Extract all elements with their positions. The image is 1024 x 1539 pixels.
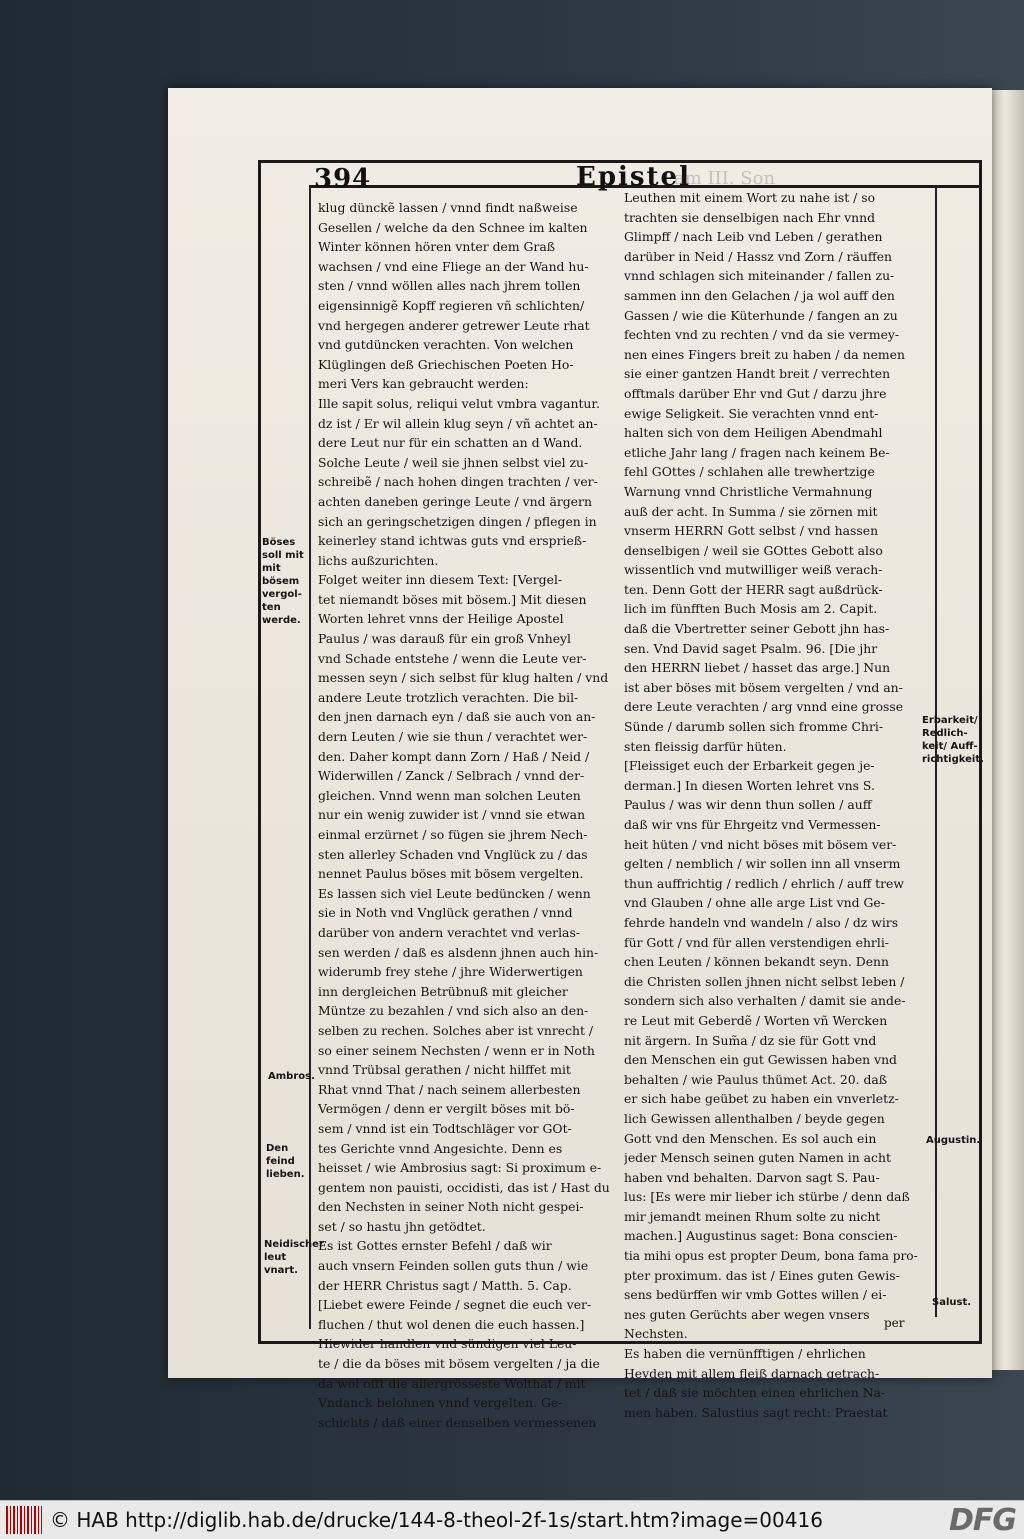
text-line: tet / daß sie möchten einen ehrlichen Na- xyxy=(624,1385,886,1401)
text-line: Es haben die vernünfftigen / ehrlichen xyxy=(624,1346,866,1362)
next-page-edge xyxy=(990,90,1024,1370)
margin-note-boeses: Böses soll mit mit bösem vergol-ten werde. xyxy=(262,537,304,626)
text-line: nennet Paulus böses mit bösem vergelten. xyxy=(318,866,584,882)
text-line: thun auffrichtig / redlich / ehrlich / auff trew xyxy=(624,875,904,891)
text-line: Ille sapit solus, reliqui velut vmbra vagantur. xyxy=(318,395,600,411)
text-line: Nechsten. xyxy=(624,1326,688,1342)
text-line: Worten lehret vnns der Heilige Apostel xyxy=(318,611,564,627)
text-line: sem / vnnd ist ein Todtschläger vor GOt- xyxy=(318,1120,572,1136)
text-line: behalten / wie Paulus thümet Act. 20. daß xyxy=(624,1071,888,1087)
text-line: andere Leute trotzlich verachten. Die bil- xyxy=(318,689,579,705)
text-line: sten fleissig darfür hüten. xyxy=(624,738,787,754)
text-line: Müntze zu bezahlen / vnd sich also an den- xyxy=(318,1003,589,1019)
text-line: ist aber böses mit bösem vergelten / vnd an- xyxy=(624,679,903,695)
text-line: klug dünckẽ lassen / vnnd findt naßweise xyxy=(318,200,578,215)
text-line: halten sich von dem Heiligen Abendmahl xyxy=(624,425,883,441)
text-line: Gassen / wie die Küterhunde / fangen an zu xyxy=(624,307,898,323)
text-line: nit ärgern. In Sum̃a / dz sie für Gott vnd xyxy=(624,1032,877,1048)
text-line: Widerwillen / Zanck / Selbrach / vnnd der- xyxy=(318,768,585,784)
text-line: Vndanck belohnen vnnd vergelten. Ge- xyxy=(318,1395,563,1411)
hab-logo-icon xyxy=(6,1506,42,1534)
text-line: Winter können hören vnter dem Graß xyxy=(318,239,556,255)
text-line: vnd hergegen anderer getrewer Leute rhat xyxy=(318,317,590,333)
text-line: auch vnsern Feinden sollen guts thun / wie xyxy=(318,1258,589,1274)
margin-note-augustin: Augustin. xyxy=(926,1135,981,1146)
text-line: den. Daher kompt dann Zorn / Haß / Neid / xyxy=(318,748,590,764)
text-line: einmal erzürnet / so fügen sie jhrem Nech- xyxy=(318,827,588,842)
text-line: sens bedürffen wir vmb Gottes willen / ei- xyxy=(624,1287,887,1303)
text-line: gelten / nemblich / wir sollen inn all vnserm xyxy=(624,856,901,872)
text-line: widerumb frey stehe / jhre Widerwertigen xyxy=(318,964,583,980)
text-line: messen seyn / sich selbst für klug halten / vnd xyxy=(318,670,609,686)
text-line: sich an geringschetzigen dingen / pflegen in xyxy=(318,513,597,529)
text-line: darüber von andern verachtet vnd verlas- xyxy=(318,924,580,940)
margin-note-feind-lieben: Den feind lieben. xyxy=(266,1143,305,1180)
text-line: Klüglingen deß Griechischen Poeten Ho- xyxy=(318,356,574,372)
text-line: dere Leute verachten / arg vnnd eine grosse xyxy=(624,699,904,715)
text-line: lichs außzurichten. xyxy=(318,552,439,568)
text-line: haben vnd behalten. Darvon sagt S. Pau- xyxy=(624,1169,880,1185)
text-line: ewige Seligkeit. Sie verachten vnnd ent- xyxy=(624,405,879,421)
text-line: meri Vers kan gebraucht werden: xyxy=(318,376,529,392)
text-line: Rhat vnnd That / nach seinem allerbesten xyxy=(318,1081,581,1097)
text-line: schreibẽ / nach hohen dingen trachten / ver- xyxy=(318,474,598,490)
text-line: fechten vnd zu rechten / vnd da sie vermey- xyxy=(624,327,900,343)
text-line: [Liebet ewere Feinde / segnet die euch ver- xyxy=(318,1297,592,1313)
text-line: der HERR Christus sagt / Matth. 5. Cap. xyxy=(318,1277,572,1293)
text-line: Sünde / darumb sollen sich fromme Chri- xyxy=(624,719,884,735)
text-line: te / die da böses mit bösem vergelten / ja die xyxy=(318,1356,600,1372)
text-line: den HERRN liebet / hasset das arge.] Nun xyxy=(624,660,891,676)
text-line: schichts / daß einer denselben vermessenen xyxy=(318,1414,597,1430)
text-line: heisset / wie Ambrosius sagt: Si proximum e- xyxy=(318,1160,602,1176)
text-line: eigensinnigẽ Kopff regieren vñ schlichten/ xyxy=(318,297,585,313)
text-line: lus: [Es were mir lieber ich stürbe / denn daß xyxy=(624,1189,910,1205)
text-line: Warnung vnnd Christliche Vermahnung xyxy=(624,483,873,499)
text-line: offtmals darüber Ehr vnd Gut / darzu jhre xyxy=(624,385,887,401)
text-line: sie in Noth vnd Vnglück gerathen / vnnd xyxy=(318,905,573,921)
text-line: Heyden mit allem fleiß darnach getrach- xyxy=(624,1365,880,1381)
copyright-url[interactable]: © HAB http://diglib.hab.de/drucke/144-8-theol-2f-1s/start.htm?image=00416 xyxy=(50,1508,823,1532)
text-line: die Christen sollen jhnen nicht selbst leben / xyxy=(624,973,905,989)
margin-note-ambros: Ambros. xyxy=(268,1071,315,1082)
text-line: men haben. Salustius sagt recht: Praestat xyxy=(624,1404,888,1420)
text-line: mir jemandt meinen Rhum solte zu nicht xyxy=(624,1208,881,1224)
text-line: trachten sie denselbigen nach Ehr vnnd xyxy=(624,209,876,225)
text-line: gentem non pauisti, occidisti, das ist / Hast du xyxy=(318,1179,610,1195)
text-line: achten daneben geringe Leute / vnd ärgern xyxy=(318,493,592,509)
text-line: pter proximum. das ist / Eines guten Gewis- xyxy=(624,1267,900,1283)
text-line: dern Leuten / wie sie thun / verachtet wer- xyxy=(318,729,588,745)
text-line: sie einer gantzen Handt breit / verrechten xyxy=(624,366,891,382)
margin-note-neidischer: Neidischer leut vnart. xyxy=(264,1239,324,1276)
text-line: sammen inn den Gelachen / ja wol auff den xyxy=(624,287,895,303)
text-line: tia mihi opus est propter Deum, bona fama pro- xyxy=(624,1248,918,1264)
text-line: vnd gutdüncken verachten. Von welchen xyxy=(318,337,574,353)
text-line: Hiewider handlen vnd sündigen viel Leu- xyxy=(318,1336,577,1352)
text-line: den Menschen ein gut Gewissen haben vnd xyxy=(624,1052,897,1068)
text-line: wissentlich vnd mutwilliger weiß verach- xyxy=(624,562,883,578)
text-line: dere Leut nur für ein schatten an d Wand. xyxy=(318,435,583,451)
text-line: dz ist / Er wil allein klug seyn / vñ achtet an- xyxy=(318,415,598,431)
text-line: nur ein wenig zuwider ist / vnnd sie etwan xyxy=(318,807,586,823)
text-line: machen.] Augustinus saget: Bona conscien- xyxy=(624,1228,898,1244)
text-line: jeder Mensch seinen guten Namen in acht xyxy=(624,1150,891,1166)
text-line: etliche Jahr lang / fragen nach keinem Be- xyxy=(624,444,890,460)
text-line: daß die Vbertretter seiner Gebott jhn has- xyxy=(624,621,890,637)
text-line: sondern sich also verhalten / damit sie ande- xyxy=(624,993,906,1009)
text-line: [Fleissiget euch der Erbarkeit gegen je- xyxy=(624,758,875,774)
text-line: Folget weiter inn diesem Text: [Vergel- xyxy=(318,572,563,588)
margin-note-erbarkeit: Erbarkeit/ Redlich-keit/ Auff-richtigkeit. xyxy=(922,715,984,765)
text-line: vnd Glauben / ohne alle arge List vnd Ge- xyxy=(624,895,885,911)
text-line: den Nechsten in seiner Noth nicht gespei- xyxy=(318,1199,584,1215)
text-line: tes Gerichte vnnd Angesichte. Denn es xyxy=(318,1140,563,1156)
text-line: auß der acht. In Summa / sie zörnen mit xyxy=(624,503,878,519)
text-line: sen werden / daß es alsdenn jhnen auch hin- xyxy=(318,944,599,960)
text-line: darüber in Neid / Hassz vnd Zorn / räuffen xyxy=(624,248,893,264)
page-number: 394 xyxy=(314,164,372,194)
right-text-column xyxy=(624,188,918,1422)
text-line: gleichen. Vnnd wenn man solchen Leuten xyxy=(318,787,581,803)
text-line: Solche Leute / weil sie jhnen selbst viel zu- xyxy=(318,454,589,470)
text-line: ten. Denn Gott der HERR sagt außdrück- xyxy=(624,581,883,597)
text-line: Es lassen sich viel Leute bedüncken / wenn xyxy=(318,885,591,901)
running-head: Epistel xyxy=(576,162,691,192)
text-line: vnd Schade entstehe / wenn die Leute ver- xyxy=(318,650,587,666)
text-line: Glimpff / nach Leib vnd Leben / gerathen xyxy=(624,229,883,245)
text-line: nen eines Fingers breit zu haben / da nemen xyxy=(624,346,905,362)
left-text-column xyxy=(318,198,614,1432)
text-line: re Leut mit Geberdẽ / Worten vñ Wercken xyxy=(624,1012,888,1028)
text-line: inn dergleichen Betrübnuß mit gleicher xyxy=(318,983,568,999)
text-line: sten / vnnd wöllen alles nach jhrem tollen xyxy=(318,278,581,294)
text-line: Paulus / was wir denn thun sollen / auff xyxy=(624,797,872,813)
text-line: da wol offt die allergrösseste Wolthat / mit xyxy=(318,1375,586,1391)
text-line: sen. Vnd David saget Psalm. 96. [Die jhr xyxy=(624,640,878,656)
catchword: per xyxy=(884,1316,905,1330)
text-line: fehl GOttes / schlahen alle trewhertzige xyxy=(624,464,875,480)
text-line: Gott vnd den Menschen. Es sol auch ein xyxy=(624,1130,877,1146)
dfg-logo: DFG xyxy=(948,1503,1016,1538)
text-line: vnnd schlagen sich miteinander / fallen zu- xyxy=(624,268,895,284)
text-line: derman.] In diesen Worten lehret vns S. xyxy=(624,777,875,793)
text-line: fluchen / thut wol denen die euch hassen.] xyxy=(318,1316,585,1332)
text-line: so einer seinem Nechsten / wenn er in Noth xyxy=(318,1042,595,1058)
show-through-heading: am III. Son xyxy=(674,168,776,189)
text-line: wachsen / vnd eine Fliege an der Wand hu- xyxy=(318,258,589,274)
text-line: selben zu rechen. Solches aber ist vnrecht / xyxy=(318,1022,594,1038)
text-line: denselbigen / weil sie GOttes Gebott also xyxy=(624,542,883,558)
text-line: Leuthen mit einem Wort zu nahe ist / so xyxy=(624,190,876,205)
text-line: Gesellen / welche da den Schnee im kalten xyxy=(318,219,588,235)
text-line: den jnen darnach eyn / daß sie auch von an- xyxy=(318,709,596,725)
text-line: lich Gewissen allenthalben / beyde gegen xyxy=(624,1110,885,1126)
text-line: Paulus / was darauß für ein groß Vnheyl xyxy=(318,631,571,647)
text-line: daß wir vns für Ehrgeitz vnd Vermessen- xyxy=(624,817,881,832)
text-line: vnnd Trübsal gerathen / nicht hilffet mit xyxy=(318,1062,571,1078)
text-line: für Gott / vnd für allen verstendigen ehrli- xyxy=(624,934,889,950)
text-line: nes guten Gerüchts aber wegen vnsers xyxy=(624,1306,870,1322)
text-line: er sich habe geübet zu haben ein vnverletz- xyxy=(624,1091,899,1107)
text-line: Es ist Gottes ernster Befehl / daß wir xyxy=(318,1238,552,1254)
text-line: sten allerley Schaden vnd Vnglück zu / das xyxy=(318,846,588,862)
text-line: fehrde handeln vnd wandeln / also / dz wirs xyxy=(624,914,899,930)
text-line: set / so hastu jhn getödtet. xyxy=(318,1218,486,1234)
text-line: tet niemandt böses mit bösem.] Mit diesen xyxy=(318,591,587,607)
text-line: chen Leuten / können bekandt seyn. Denn xyxy=(624,954,890,970)
text-line: lich im fünfften Buch Mosis am 2. Capit. xyxy=(624,601,878,617)
text-line: Vermögen / denn er vergilt böses mit bö- xyxy=(318,1101,575,1117)
text-line: vnserm HERRN Gott selbst / vnd hassen xyxy=(624,523,879,539)
margin-note-salust: Salust. xyxy=(932,1297,972,1308)
text-line: heit hüten / vnd nicht böses mit bösem ver- xyxy=(624,836,897,852)
viewer-footer xyxy=(0,1500,1024,1539)
text-line: keinerley stand ichtwas guts vnd ersprieß- xyxy=(318,533,587,549)
